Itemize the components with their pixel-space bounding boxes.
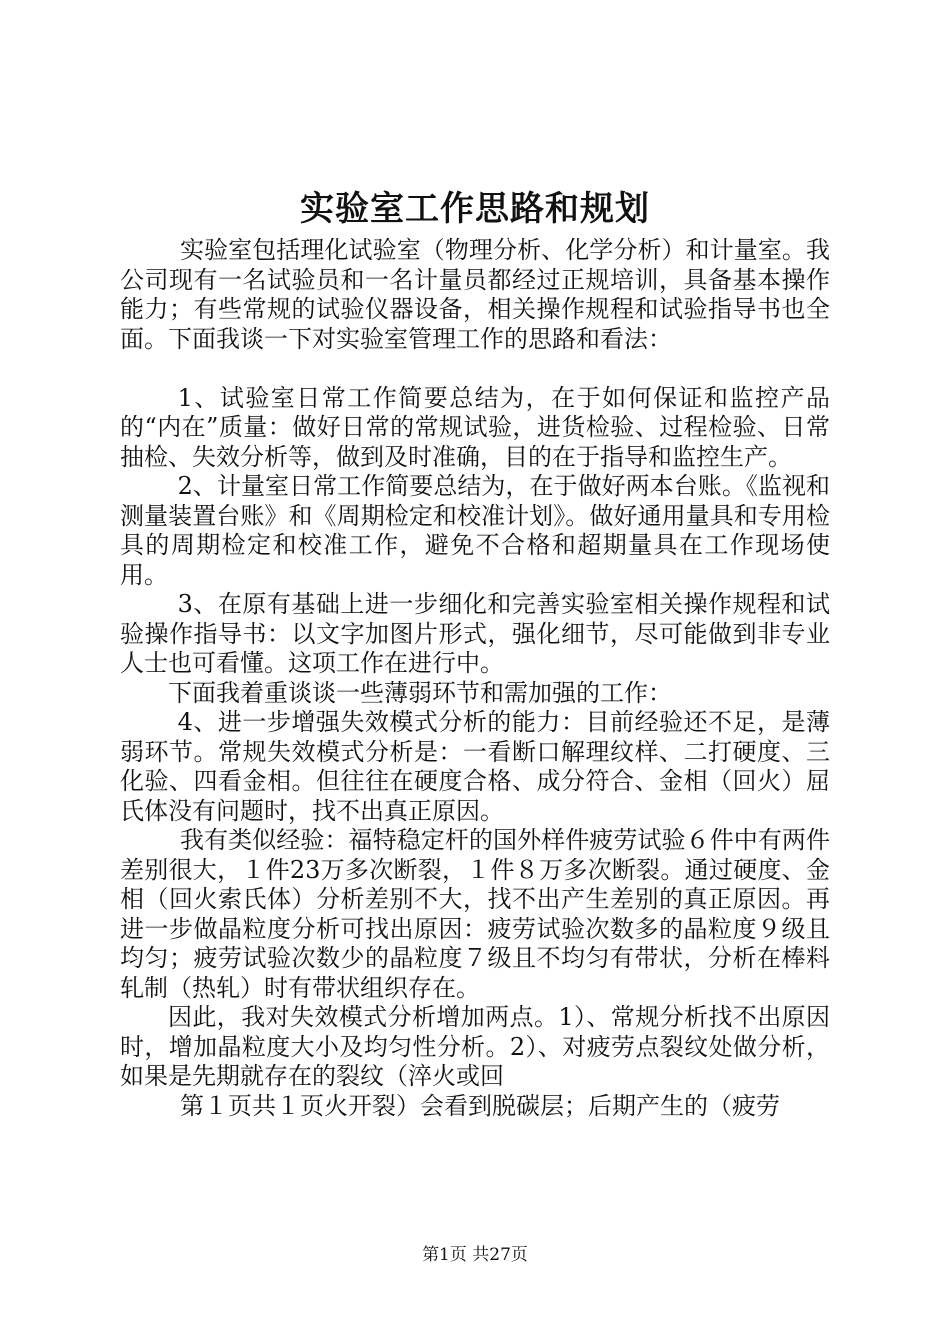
paragraph-intro: 实验室包括理化试验室（物理分析、化学分析）和计量室。我公司现有一名试验员和一名计量员都经过正规培训，具备基本操作能力；有些常规的试验仪器设备，相关操作规程和试验指导书也全面。下面我谈一下对实验室管理工作的思路和看法： (120, 236, 830, 353)
document-title: 实验室工作思路和规划 (300, 189, 650, 229)
paragraph-item-4: 4、进一步增强失效模式分析的能力：目前经验还不足，是薄弱环节。常规失效模式分析是：一看断口解理纹样、二打硬度、三化验、四看金相。但往往在硬度合格、成分符合、金相（回火）屈氏体没有问题时，找不出真正原因。 (120, 708, 830, 825)
paragraph-item-3: 3、在原有基础上进一步细化和完善实验室相关操作规程和试验操作指导书：以文字加图片形式，强化细节，尽可能做到非专业人士也可看懂。这项工作在进行中。 (120, 590, 830, 677)
paragraph-weak-points: 下面我着重谈谈一些薄弱环节和需加强的工作： (168, 678, 672, 707)
page-footer: 第1页 共27页 (422, 1245, 528, 1265)
paragraph-continued: 第１页共１页火开裂）会看到脱碳层；后期产生的（疲劳 (180, 1091, 780, 1120)
document-body (120, 236, 830, 1121)
paragraph-conclusion: 因此，我对失效模式分析增加两点。1）、常规分析找不出原因时，增加晶粒度大小及均匀性分析。2）、对疲劳点裂纹处做分析，如果是先期就存在的裂纹（淬火或回 (120, 1003, 830, 1090)
paragraph-experience: 我有类似经验：福特稳定杆的国外样件疲劳试验６件中有两件差别很大，１件23万多次断裂，１件８万多次断裂。通过硬度、金相（回火索氏体）分析差别不大，找不出产生差别的真正原因。再进一步做晶粒度分析可找出原因：疲劳试验次数多的晶粒度９级且均匀；疲劳试验次数少的晶粒度７级且不均匀有带状，分析在棒料轧制（热轧）时有带状组织存在。 (120, 826, 830, 1002)
paragraph-item-2: 2、计量室日常工作简要总结为，在于做好两本台账。《监视和测量装置台账》和《周期检定和校准计划》。做好通用量具和专用检具的周期检定和校准工作，避免不合格和超期量具在工作现场使用。 (120, 472, 830, 589)
paragraph-item-1: 1、试验室日常工作简要总结为，在于如何保证和监控产品的“内在”质量：做好日常的常规试验，进货检验、过程检验、日常抽检、失效分析等，做到及时准确，目的在于指导和监控生产。 (120, 383, 830, 471)
